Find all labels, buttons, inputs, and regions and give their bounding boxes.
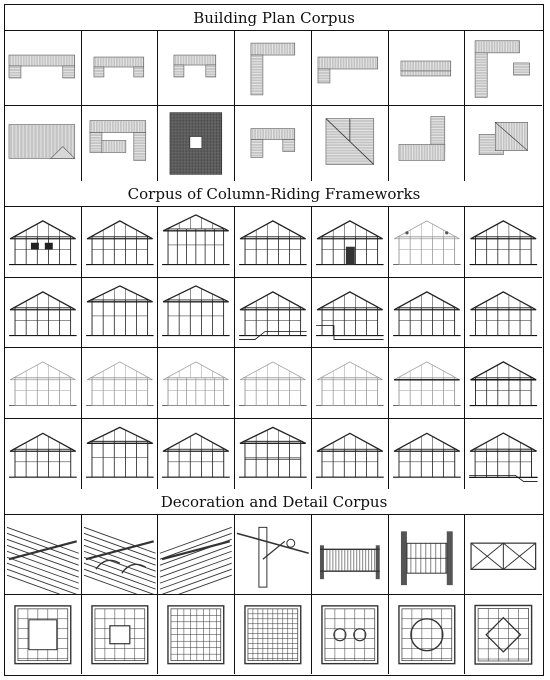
frame-drawing — [312, 348, 388, 418]
frame-thumbnail — [158, 207, 235, 278]
frame-thumbnail — [235, 278, 312, 349]
frame-drawing — [235, 348, 311, 418]
detail-thumbnail — [158, 515, 235, 595]
detail-drawing — [82, 515, 158, 594]
detail-thumbnail — [312, 595, 389, 675]
framework-grid — [5, 207, 543, 489]
plan-thumbnail — [158, 31, 235, 106]
section-title-frameworks: Corpus of Column-Riding Frameworks — [5, 181, 543, 207]
section-title-details: Decoration and Detail Corpus — [5, 489, 543, 515]
frame-thumbnail — [235, 419, 312, 490]
detail-drawing — [82, 595, 158, 675]
frame-thumbnail — [82, 348, 159, 419]
plan-drawing — [5, 106, 81, 181]
detail-drawing — [5, 515, 81, 594]
frame-thumbnail — [312, 419, 389, 490]
frame-thumbnail — [389, 419, 466, 490]
plan-thumbnail — [235, 31, 312, 106]
plan-row — [5, 106, 543, 181]
detail-drawing — [312, 595, 388, 675]
plan-drawing — [465, 31, 542, 105]
frame-row — [5, 419, 543, 490]
frame-drawing — [465, 207, 542, 277]
detail-row — [5, 515, 543, 595]
frame-drawing — [82, 207, 158, 277]
plan-thumbnail — [465, 106, 542, 181]
plan-drawing — [389, 106, 465, 181]
frame-thumbnail — [82, 278, 159, 349]
detail-thumbnail — [158, 595, 235, 675]
detail-drawing — [465, 595, 542, 675]
detail-drawing — [235, 515, 311, 594]
frame-thumbnail — [82, 207, 159, 278]
frame-thumbnail — [82, 419, 159, 490]
plan-thumbnail — [389, 31, 466, 106]
detail-thumbnail — [82, 595, 159, 675]
frame-drawing — [82, 419, 158, 490]
frame-drawing — [465, 419, 542, 490]
plan-drawing — [82, 31, 158, 105]
detail-drawing — [312, 515, 388, 594]
frame-thumbnail — [465, 207, 542, 278]
plan-thumbnail — [312, 31, 389, 106]
frame-drawing — [82, 348, 158, 418]
frame-thumbnail — [389, 278, 466, 349]
frame-thumbnail — [235, 207, 312, 278]
frame-drawing — [312, 207, 388, 277]
frame-drawing — [158, 207, 234, 277]
frame-thumbnail — [312, 278, 389, 349]
corpus-figure — [4, 4, 544, 676]
frame-drawing — [389, 278, 465, 348]
detail-thumbnail — [235, 515, 312, 595]
detail-thumbnail — [312, 515, 389, 595]
plan-thumbnail — [82, 31, 159, 106]
detail-drawing — [389, 515, 465, 594]
frame-thumbnail — [5, 278, 82, 349]
frame-thumbnail — [5, 419, 82, 490]
plan-thumbnail — [465, 31, 542, 106]
frame-row — [5, 207, 543, 278]
frame-thumbnail — [5, 348, 82, 419]
detail-grid — [5, 515, 543, 674]
plan-row — [5, 31, 543, 106]
frame-drawing — [5, 278, 81, 348]
frame-thumbnail — [465, 278, 542, 349]
frame-drawing — [389, 348, 465, 418]
frame-thumbnail — [312, 348, 389, 419]
frame-drawing — [235, 278, 311, 348]
plan-thumbnail — [5, 31, 82, 106]
section-title-plans: Building Plan Corpus — [5, 5, 543, 31]
plan-drawing — [158, 106, 234, 181]
detail-thumbnail — [5, 595, 82, 675]
frame-drawing — [158, 348, 234, 418]
frame-row — [5, 348, 543, 419]
frame-thumbnail — [5, 207, 82, 278]
frame-drawing — [465, 348, 542, 418]
plan-thumbnail — [158, 106, 235, 181]
detail-drawing — [389, 595, 465, 675]
plan-drawing — [235, 31, 311, 105]
plan-thumbnail — [82, 106, 159, 181]
frame-thumbnail — [158, 348, 235, 419]
frame-drawing — [389, 419, 465, 490]
frame-drawing — [5, 419, 81, 490]
detail-thumbnail — [235, 595, 312, 675]
plan-drawing — [82, 106, 158, 181]
frame-drawing — [312, 419, 388, 490]
frame-drawing — [235, 419, 311, 490]
detail-drawing — [158, 515, 234, 594]
frame-drawing — [158, 278, 234, 348]
plan-drawing — [5, 31, 81, 105]
frame-drawing — [389, 207, 465, 277]
frame-thumbnail — [312, 207, 389, 278]
detail-drawing — [5, 595, 81, 675]
frame-row — [5, 278, 543, 349]
plan-thumbnail — [5, 106, 82, 181]
plan-drawing — [312, 31, 388, 105]
detail-drawing — [235, 595, 311, 675]
frame-drawing — [235, 207, 311, 277]
detail-thumbnail — [465, 595, 542, 675]
plan-drawing — [235, 106, 311, 181]
detail-thumbnail — [465, 515, 542, 595]
detail-drawing — [158, 595, 234, 675]
frame-thumbnail — [235, 348, 312, 419]
detail-thumbnail — [389, 515, 466, 595]
frame-drawing — [158, 419, 234, 490]
detail-drawing — [465, 515, 542, 594]
frame-drawing — [465, 278, 542, 348]
plan-thumbnail — [389, 106, 466, 181]
frame-drawing — [5, 207, 81, 277]
frame-thumbnail — [158, 278, 235, 349]
frame-thumbnail — [158, 419, 235, 490]
plan-drawing — [312, 106, 388, 181]
frame-thumbnail — [389, 348, 466, 419]
detail-thumbnail — [389, 595, 466, 675]
frame-thumbnail — [465, 348, 542, 419]
frame-drawing — [82, 278, 158, 348]
plan-grid — [5, 31, 543, 181]
detail-thumbnail — [82, 515, 159, 595]
plan-drawing — [389, 31, 465, 105]
plan-thumbnail — [235, 106, 312, 181]
frame-drawing — [5, 348, 81, 418]
frame-thumbnail — [389, 207, 466, 278]
plan-thumbnail — [312, 106, 389, 181]
detail-thumbnail — [5, 515, 82, 595]
frame-thumbnail — [465, 419, 542, 490]
detail-row — [5, 595, 543, 675]
frame-drawing — [312, 278, 388, 348]
plan-drawing — [158, 31, 234, 105]
plan-drawing — [465, 106, 542, 181]
